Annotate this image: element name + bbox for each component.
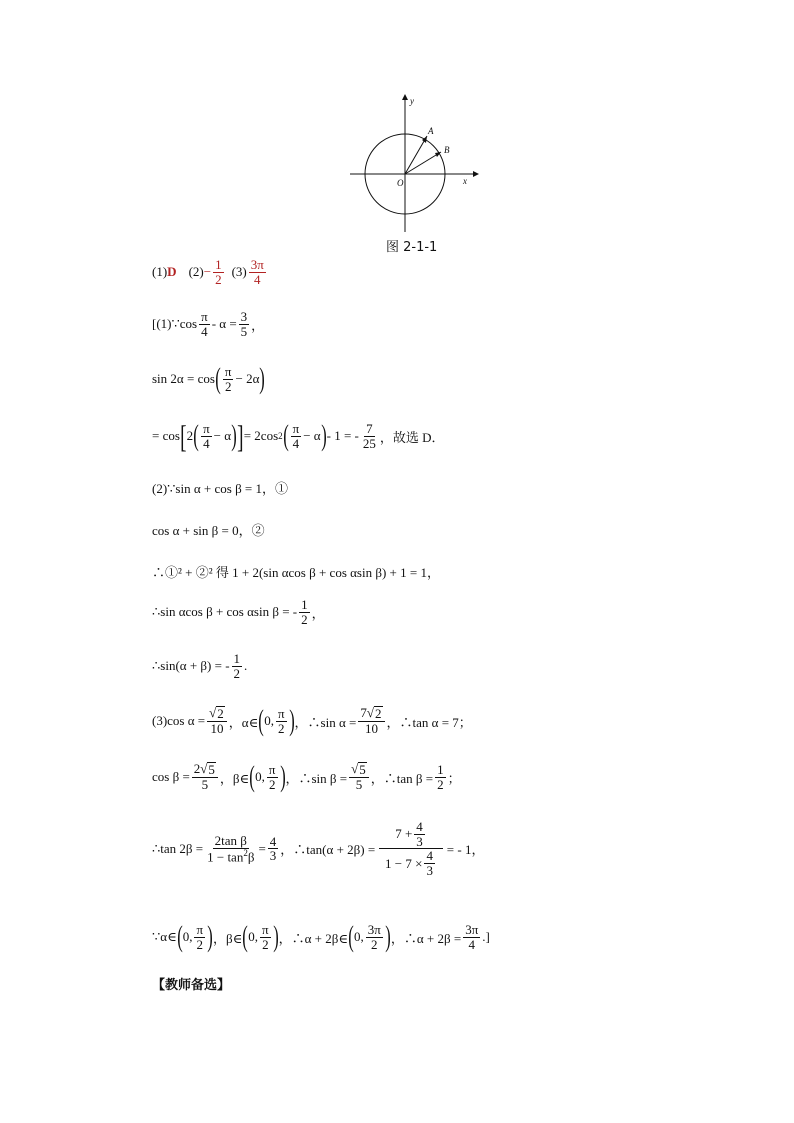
answer-1-label: (1): [152, 264, 168, 280]
answer-line: [152, 258, 268, 286]
solution-3-tan2b: ∴tan 2β = $\frac{\text{2tan β}}{1 - \tan^2\beta}$ = $\frac{4}{3}$ ，∴tan(α + 2β) = 7 + $\frac{4}{3}$ 1 − 7 × $\frac{4}{3}$ = - 1，: [152, 819, 485, 878]
vector-ob: [405, 152, 441, 174]
figure-caption: 图 2-1-1: [386, 240, 438, 255]
answer-3-fraction: $\frac{3\pi}{4}$: [250, 257, 264, 287]
solution-2-result-2: ∴sin(α + β) = - $\frac{1}{2}$ .: [152, 651, 248, 681]
x-axis-arrow-icon: [473, 171, 479, 177]
vector-oa-arrow-icon: [422, 136, 427, 143]
y-axis-arrow-icon: [402, 94, 408, 100]
unit-circle-figure: [345, 92, 485, 232]
solution-2-cond1: (2)∵sin α + cos β = 1，①: [152, 481, 289, 496]
solution-2-cond2: cos α + sin β = 0，②: [152, 523, 265, 538]
label-x: x: [463, 176, 467, 186]
solution-2-sum: ∴①² + ②² 得 1 + 2(sin αcos β + cos αsin β) + 1 = 1，: [152, 565, 440, 580]
solution-1-result: = cos [ 2 ( $\frac{\pi}{4}$ − α ) ] = 2cos 2 ( $\frac{\pi}{4}$ − α ) - 1 = - $\frac{7}{25}$ ，故选 D．: [152, 418, 445, 454]
answer-2-fraction: $\frac{1}{2}$: [215, 257, 222, 287]
label-origin: O: [397, 178, 404, 188]
solution-1-sin2a: sin 2α = cos ( $\frac{\pi}{2}$ − 2α ): [152, 362, 266, 395]
solution-3-cosb: cos β = 2√ 5 5 ，β∈ ( 0, $\frac{\pi}{2}$ ) ，∴sin β = √ 5 5 ，∴tan β = $\frac{1}{2}$ ；: [152, 760, 461, 793]
label-y: y: [410, 96, 414, 106]
answer-1-value: D: [167, 264, 177, 280]
answer-3-label: (3): [231, 264, 247, 280]
teacher-note-heading: 【教师备选】: [152, 978, 231, 993]
label-b: B: [444, 145, 450, 155]
answer-2-sign: −: [203, 264, 212, 280]
solution-2-result-1: ∴sin αcos β + cos αsin β = - $\frac{1}{2}$ ，: [152, 597, 325, 627]
solution-1-given: [(1)∵ cos $\frac{\pi}{4}$ - α = $\frac{3}{5}$ ，: [152, 309, 265, 339]
solution-3-cosa: (3)cos α = √ 2 10 ，α∈ ( 0, $\frac{\pi}{2}$ ) ，∴sin α = 7√ 2 10 ，∴tan α = 7；: [152, 704, 472, 737]
solution-3-final: ∵α∈ ( 0, $\frac{\pi}{2}$ ) ，β∈ ( 0, $\frac{\pi}{2}$ ) ，∴α + 2β∈ ( 0, $\frac{3\pi}{2}$ ) ，∴α + 2β = $\frac{3\pi}{4}$ .]: [152, 920, 490, 953]
label-a: A: [428, 126, 434, 136]
answer-2-label: (2): [188, 264, 204, 280]
vector-oa: [405, 136, 427, 174]
